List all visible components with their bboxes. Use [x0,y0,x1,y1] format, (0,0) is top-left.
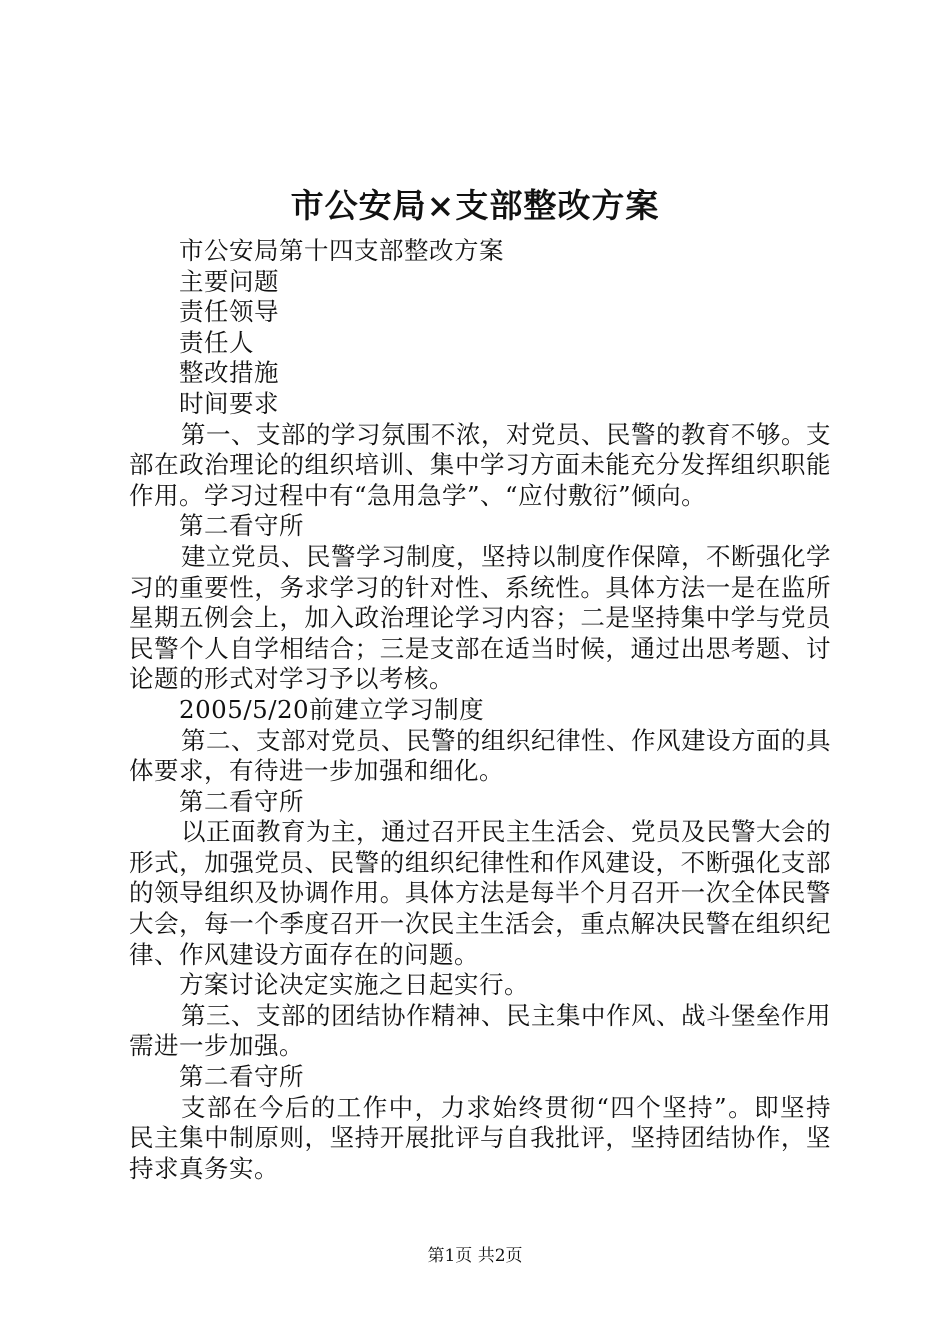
document-body [129,236,831,1184]
section-1-problem: 第一、支部的学习氛围不浓，对党员、民警的教育不够。支部在政治理论的组织培训、集中学习方面未能充分发挥组织职能作用。学习过程中有“急用急学”、“应付敷衍”倾向。 [129,419,831,510]
header-label-person: 责任人 [179,327,254,357]
section-2-unit: 第二看守所 [179,786,304,816]
header-label-leader: 责任领导 [179,297,279,327]
section-3-problem: 第三、支部的团结协作精神、民主集中作风、战斗堡垒作用需进一步加强。 [129,1000,831,1061]
section-1-measures: 建立党员、民警学习制度，坚持以制度作保障，不断强化学习的重要性，务求学习的针对性、系统性。具体方法一是在监所星期五例会上，加入政治理论学习内容；二是坚持集中学与党员民警个人自学相结合；三是支部在适当时候，通过出思考题、讨论题的形式对学习予以考核。 [129,541,831,694]
document-title: 市公安局×支部整改方案 [290,186,660,225]
page-footer: 第1页 共2页 [427,1246,523,1266]
header-label-problem: 主要问题 [179,266,279,296]
header-label-deadline: 时间要求 [179,388,279,418]
section-3-measures: 支部在今后的工作中，力求始终贯彻“四个坚持”。即坚持民主集中制原则，坚持开展批评与自我批评，坚持团结协作，坚持求真务实。 [129,1092,831,1183]
section-2-deadline: 方案讨论决定实施之日起实行。 [179,970,529,1000]
document-subtitle: 市公安局第十四支部整改方案 [179,236,504,265]
section-2-problem: 第二、支部对党员、民警的组织纪律性、作风建设方面的具体要求，有待进一步加强和细化。 [129,725,831,786]
section-1-unit: 第二看守所 [179,511,304,541]
header-label-measures: 整改措施 [179,358,279,388]
section-1-deadline: 2005/5/20前建立学习制度 [179,694,485,724]
section-2-measures: 以正面教育为主，通过召开民主生活会、党员及民警大会的形式，加强党员、民警的组织纪律性和作风建设，不断强化支部的领导组织及协调作用。具体方法是每半个月召开一次全体民警大会，每一个季度召开一次民主生活会，重点解决民警在组织纪律、作风建设方面存在的问题。 [129,817,831,969]
section-3-unit: 第二看守所 [179,1062,304,1092]
